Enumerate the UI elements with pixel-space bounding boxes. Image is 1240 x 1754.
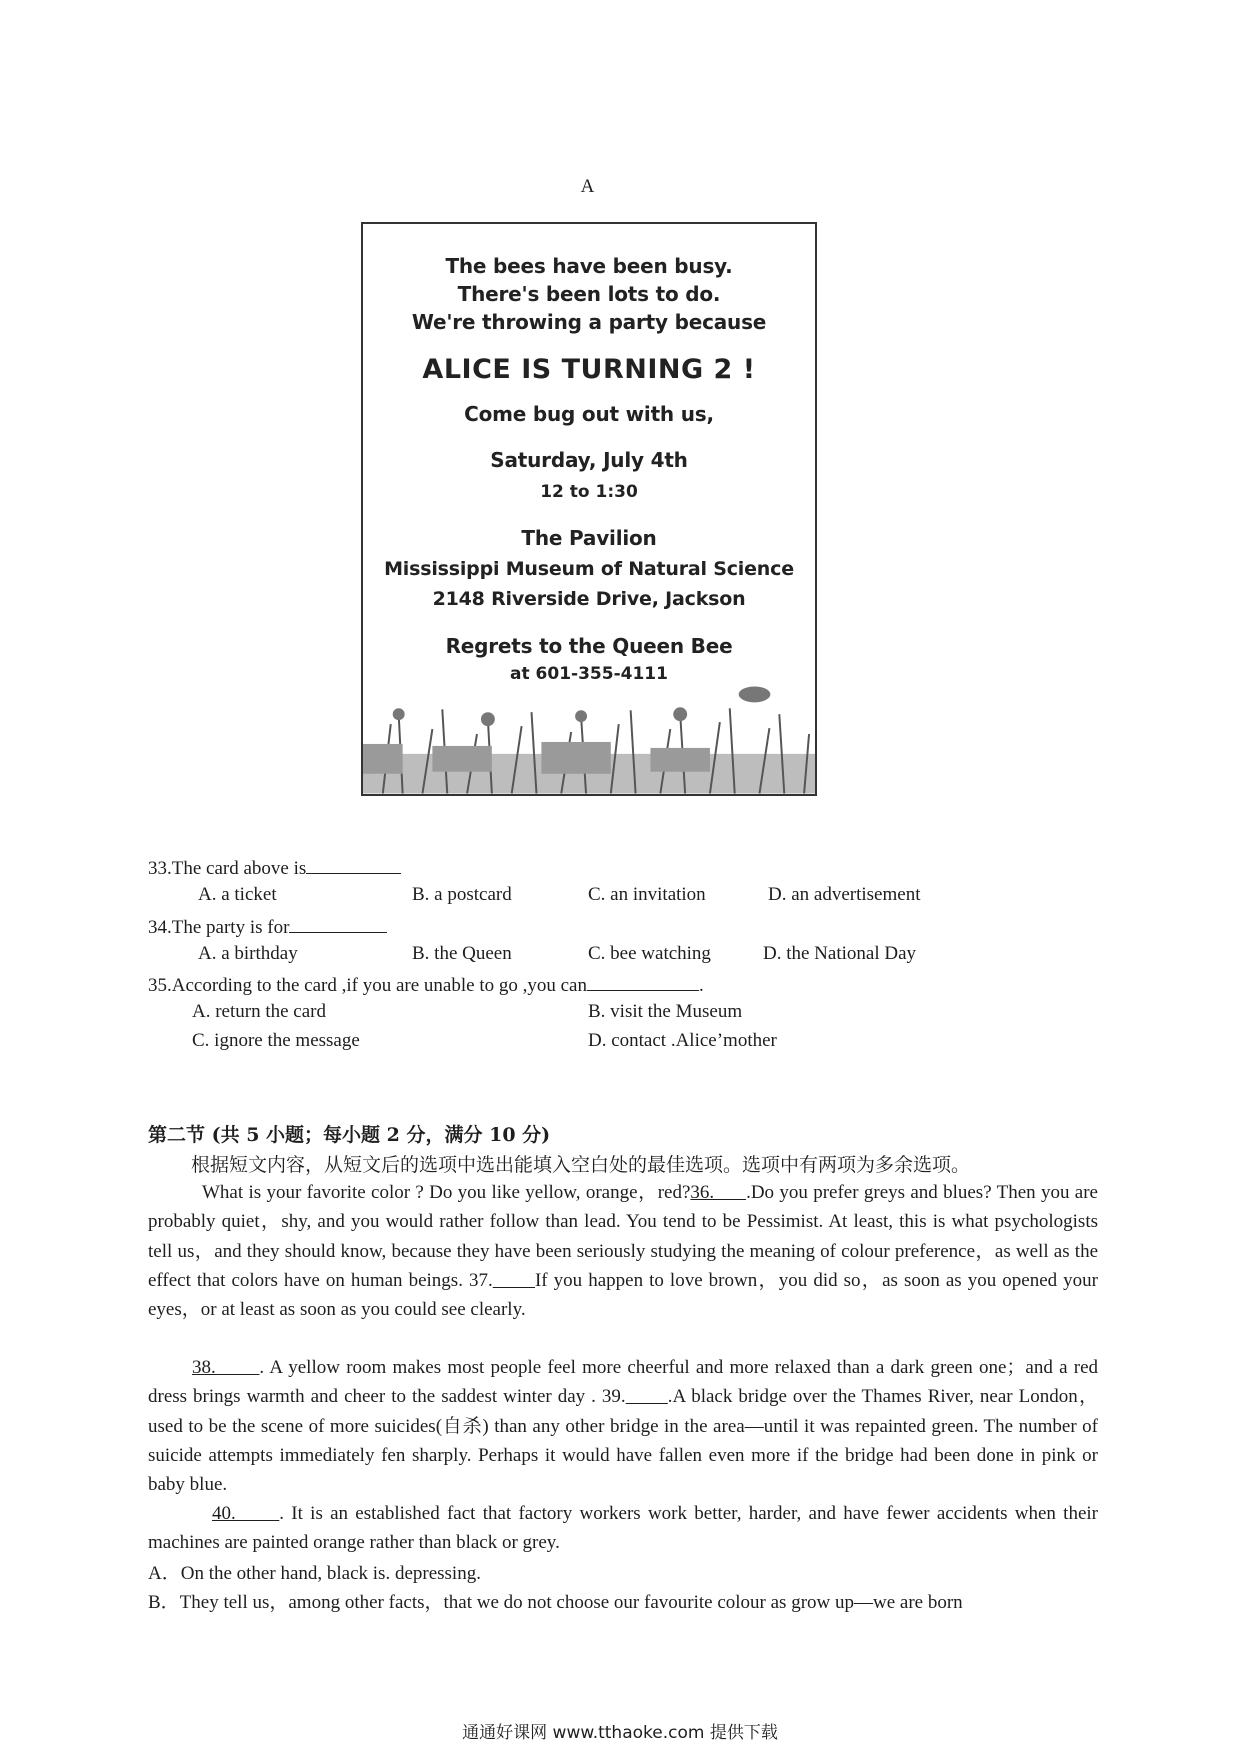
- invitation-card: [361, 222, 817, 796]
- section-heading: 第二节 (共 5 小题；每小题 2 分，满分 10 分): [148, 1124, 551, 1146]
- choice-a[interactable]: A．On the other hand, black is. depressing.: [148, 1563, 481, 1584]
- option-33-d[interactable]: D. an advertisement: [768, 884, 921, 905]
- card-museum: Mississippi Museum of Natural Science: [384, 558, 794, 580]
- passage-paragraph-1: [148, 1178, 1098, 1324]
- card-line-2: There's been lots to do.: [457, 282, 721, 306]
- paragraph-text: What is your favorite color ? Do you like yellow, orange，red?: [202, 1182, 691, 1203]
- option-34-d[interactable]: D. the National Day: [763, 943, 917, 964]
- blank-36[interactable]: 36.: [690, 1182, 747, 1203]
- option-35-d[interactable]: D. contact .Alice’mother: [588, 1030, 777, 1051]
- blank-39[interactable]: [626, 1386, 668, 1407]
- passage-label: A: [580, 176, 595, 197]
- card-date: Saturday, July 4th: [490, 448, 688, 472]
- question-35: [148, 972, 704, 997]
- option-35-c[interactable]: C. ignore the message: [192, 1030, 360, 1051]
- option-33-c[interactable]: C. an invitation: [588, 884, 706, 905]
- card-line-1: The bees have been busy.: [445, 254, 733, 278]
- question-33: [148, 855, 401, 880]
- card-venue: The Pavilion: [521, 526, 657, 550]
- card-line-3: We're throwing a party because: [411, 310, 767, 334]
- question-34: [148, 914, 387, 939]
- passage-paragraph-2: [148, 1353, 1098, 1499]
- paragraph-text: .Do you prefer greys and blues? Then you are probably quiet，shy, and you would rather follow than lead. You tend to be Pessimist. At least, this is what psychologists tell us，and they should know, because they have been seriously studying the meaning of colour preference，as well as the effect that colors have on human beings. 37.: [148, 1182, 1098, 1291]
- card-headline: ALICE IS TURNING 2 !: [422, 354, 756, 385]
- answer-blank[interactable]: [587, 972, 699, 991]
- option-35-a[interactable]: A. return the card: [192, 1001, 326, 1022]
- blank-40[interactable]: 40.: [212, 1503, 280, 1524]
- page-footer: 通通好课网 www.tthaoke.com 提供下载: [462, 1723, 778, 1743]
- option-34-b[interactable]: B. the Queen: [412, 943, 512, 964]
- grass-illustration: [363, 684, 815, 794]
- card-rsvp: Regrets to the Queen Bee: [445, 634, 733, 658]
- paragraph-text: . It is an established fact that factory workers work better, harder, and have fewer accidents when their machines are painted orange rather than black or grey.: [148, 1503, 1098, 1554]
- paragraph-text: If you happen to love brown，you did so，as soon as you opened your eyes，or at least as soon as you could see clearly.: [148, 1269, 1099, 1321]
- answer-blank[interactable]: [306, 855, 401, 874]
- option-33-b[interactable]: B. a postcard: [412, 884, 512, 905]
- card-time: 12 to 1:30: [540, 482, 638, 502]
- blank-38[interactable]: 38.: [192, 1357, 260, 1378]
- answer-blank[interactable]: [289, 914, 387, 933]
- card-phone: at 601-355-4111: [510, 664, 668, 684]
- card-address: 2148 Riverside Drive, Jackson: [432, 588, 746, 610]
- question-stem: 33.The card above is: [148, 858, 307, 879]
- choice-b[interactable]: B．They tell us，among other facts，that we do not choose our favourite colour as grow up—we are born: [148, 1592, 963, 1613]
- question-stem: 34.The party is for: [148, 917, 290, 938]
- passage-paragraph-3: [148, 1499, 1098, 1558]
- option-35-b[interactable]: B. visit the Museum: [588, 1001, 743, 1022]
- section-instruction: 根据短文内容，从短文后的选项中选出能填入空白处的最佳选项。选项中有两项为多余选项。: [191, 1154, 971, 1176]
- option-34-c[interactable]: C. bee watching: [588, 943, 711, 964]
- paragraph-text: . A yellow room makes most people feel more cheerful and more relaxed than a dark green one；and a red dress brings warmth and cheer to the saddest winter day . 39.: [148, 1357, 1099, 1408]
- stem-tail: .: [698, 975, 704, 996]
- option-34-a[interactable]: A. a birthday: [198, 943, 298, 964]
- question-stem: 35.According to the card ,if you are unable to go ,you can: [148, 975, 587, 996]
- paragraph-text: .A black bridge over the Thames River, near London，used to be the scene of more suicides(自杀) than any other bridge in the area—until it was repainted green. The number of suicide attempts immediately fen sharply. Perhaps it would have fallen even more if the bridge had been done in pink or baby blue.: [148, 1386, 1099, 1496]
- card-line-5: Come bug out with us,: [464, 402, 714, 426]
- blank-37[interactable]: [493, 1270, 535, 1291]
- option-33-a[interactable]: A. a ticket: [198, 884, 277, 905]
